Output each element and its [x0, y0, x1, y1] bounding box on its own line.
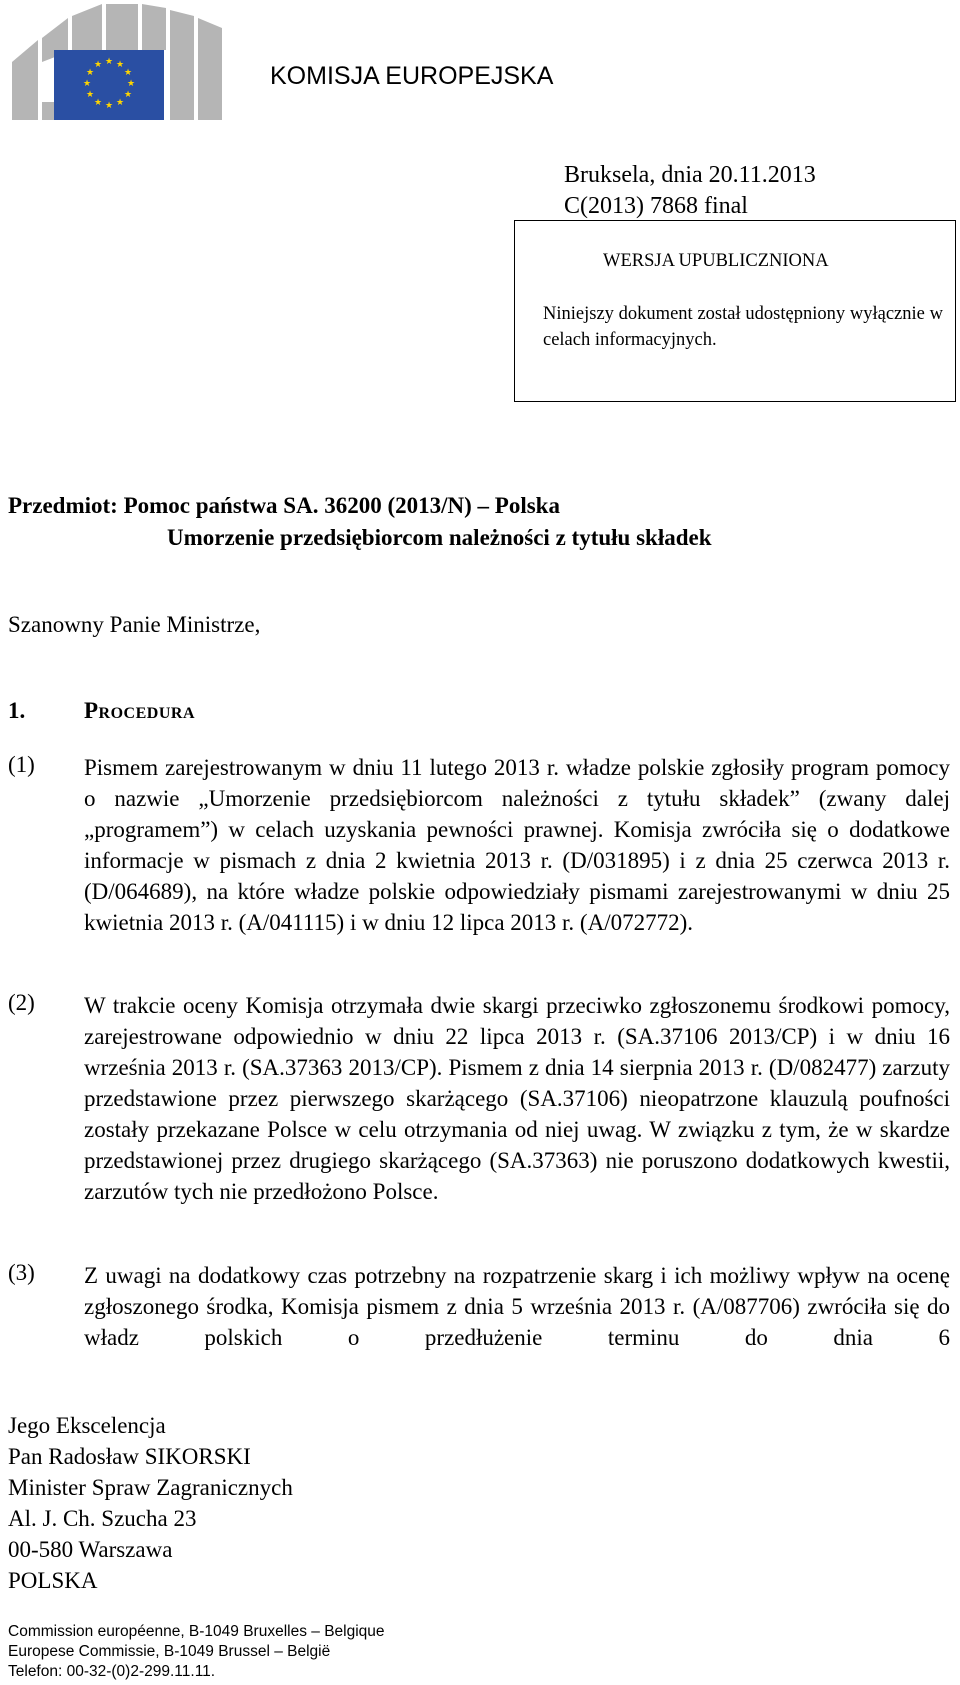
paragraph-number: (2) [8, 990, 35, 1015]
svg-text:★: ★ [93, 60, 103, 70]
paragraph-number: (3) [8, 1260, 35, 1285]
svg-text:★: ★ [104, 57, 114, 67]
address-line: Al. J. Ch. Szucha 23 [8, 1506, 197, 1531]
recipient-address [8, 1410, 293, 1596]
svg-text:★: ★ [123, 90, 133, 100]
address-line: 00-580 Warszawa [8, 1537, 173, 1562]
svg-text:★: ★ [104, 101, 114, 111]
place-and-date: Bruksela, dnia 20.11.2013 [564, 162, 816, 188]
svg-text:★: ★ [85, 90, 95, 100]
subject-line-1: Przedmiot: Pomoc państwa SA. 36200 (2013/N) – Polska [8, 493, 560, 518]
footer-line: Telefon: 00-32-(0)2-299.11.11. [8, 1663, 216, 1680]
organization-name: KOMISJA EUROPEJSKA [270, 62, 554, 90]
subject-line-2: Umorzenie przedsiębiorcom należności z tytułu składek [167, 525, 712, 550]
paragraph-text: Pismem zarejestrowanym w dniu 11 lutego 2013 r. władze polskie zgłosiły program pomocy o nazwie „Umorzenie przedsiębiorcom należności z tytułu składek” (zwany dalej „programem”) w celach uzyskania pewności prawnej. Komisja zwróciła się o dodatkowe informacje w pismach z dnia 2 kwietnia 2013 r. (D/031895) i z dnia 25 czerwca 2013 r. (D/064689), na które władze polskie odpowiedziały pismami zarejestrowanymi w dniu 25 kwietnia 2013 r. (A/041115) i w dniu 12 lipca 2013 r. (A/072772). [84, 755, 950, 935]
svg-text:★: ★ [126, 79, 136, 89]
paragraph-number: (1) [8, 752, 35, 777]
notice-title: WERSJA UPUBLICZNIONA [603, 251, 829, 271]
svg-text:★: ★ [115, 98, 125, 108]
document-reference: C(2013) 7868 final [564, 193, 748, 219]
footer-line: Commission européenne, B-1049 Bruxelles – Belgique [8, 1623, 385, 1640]
salutation: Szanowny Panie Ministrze, [8, 612, 261, 637]
notice-text: Niniejszy dokument został udostępniony wyłącznie w celach informacyjnych. [543, 304, 943, 350]
section-title: Procedura [84, 698, 195, 723]
svg-text:★: ★ [93, 98, 103, 108]
address-line: Pan Radosław SIKORSKI [8, 1444, 251, 1469]
public-version-notice-box [514, 220, 956, 402]
paragraph-text: Z uwagi na dodatkowy czas potrzebny na rozpatrzenie skarg i ich możliwy wpływ na ocenę zgłoszonego środka, Komisja pismem z dnia 5 września 2013 r. (A/087706) zwróciła się do władz polskich o przedłużenie terminu do dnia 6 [84, 1263, 950, 1350]
svg-text:★: ★ [115, 60, 125, 70]
address-line: Jego Ekscelencja [8, 1413, 166, 1438]
footer-line: Europese Commissie, B-1049 Brussel – België [8, 1643, 331, 1660]
footer [8, 1622, 385, 1682]
section-number: 1. [8, 698, 26, 723]
eu-commission-logo [8, 2, 238, 120]
svg-text:★: ★ [82, 79, 92, 89]
paragraph-text: W trakcie oceny Komisja otrzymała dwie skargi przeciwko zgłoszonemu środkowi pomocy, zarejestrowane odpowiednio w dniu 22 lipca 2013 r. (SA.37106 2013/CP) i w dniu 16 września 2013 r. (SA.37363 2013/CP). Pismem z dnia 14 sierpnia 2013 r. (D/082477) zarzuty przedstawione przez pierwszego skarżącego (SA.37106) nieopatrzone klauzulą poufności zostały przekazane Polsce w celu otrzymania od niej uwag. W związku z tym, że w skardze przedstawionej przez drugiego skarżącego (SA.37363) nie poruszono dodatkowych kwestii, zarzutów tych nie przedłożono Polsce. [84, 993, 950, 1204]
address-line: Minister Spraw Zagranicznych [8, 1475, 293, 1500]
svg-text:★: ★ [85, 68, 95, 78]
address-line: POLSKA [8, 1568, 98, 1593]
svg-text:★: ★ [123, 68, 133, 78]
